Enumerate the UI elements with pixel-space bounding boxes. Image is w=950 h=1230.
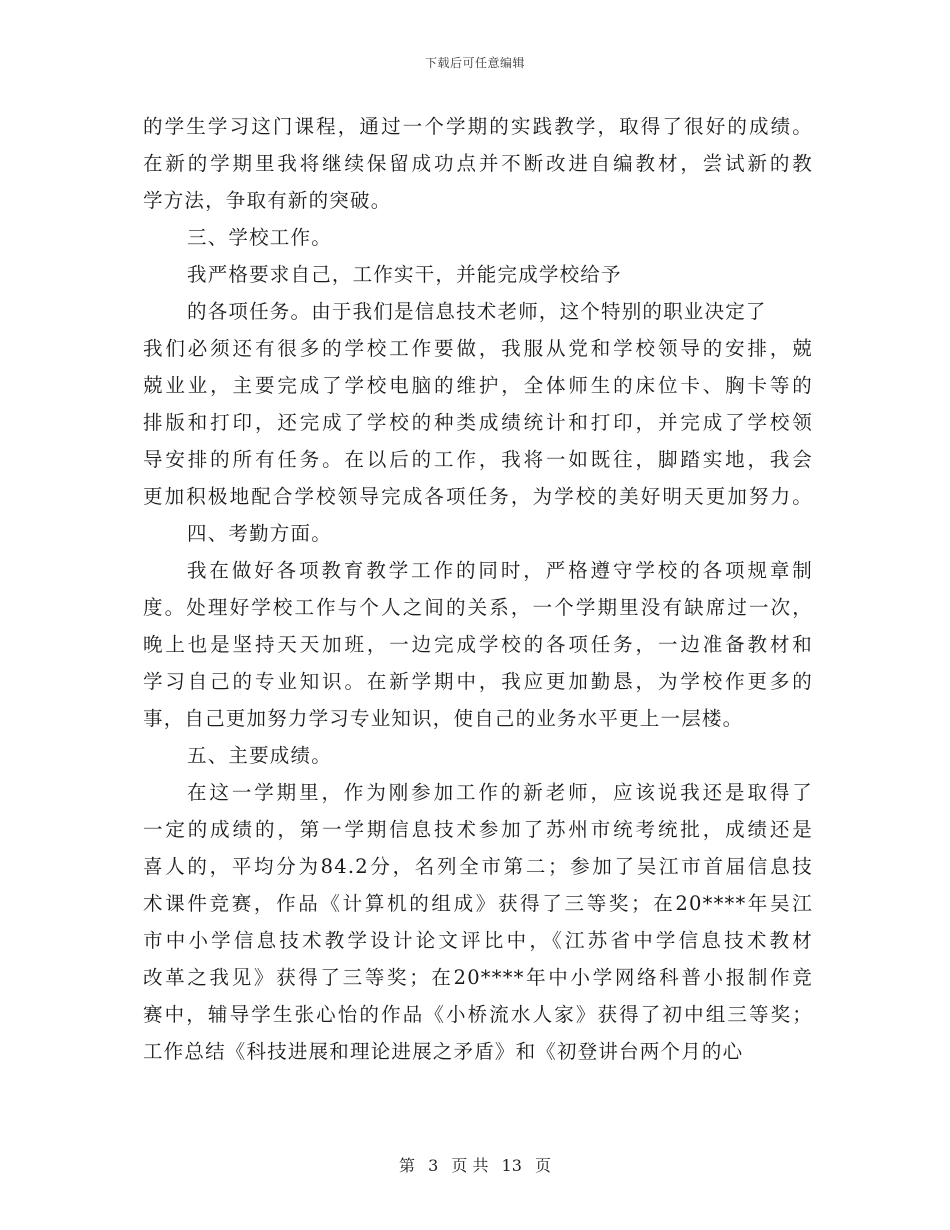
page-header: 下载后可任意编辑 [424, 56, 525, 70]
text-line: 事，自己更加努力学习专业知识，使自己的业务水平更上一层楼。 [143, 707, 744, 730]
text-line: 术课件竞赛，作品《计算机的组成》获得了三等奖；在20****年吴江 [143, 892, 813, 915]
section-heading: 三、学校工作。 [187, 226, 332, 249]
current-page-number: 3 [428, 1156, 439, 1175]
text-line: 导安排的所有任务。在以后的工作，我将一如既往，脚踏实地，我会 [143, 448, 813, 471]
text-line: 一定的成绩的，第一学期信息技术参加了苏州市统考统批，成绩还是 [143, 818, 813, 841]
text-line: 市中小学信息技术教学设计论文评比中，《江苏省中学信息技术教材 [143, 929, 813, 952]
text-line: 喜人的，平均分为84.2分，名列全市第二；参加了吴江市首届信息技 [143, 855, 813, 878]
text-line: 排版和打印，还完成了学校的种类成绩统计和打印，并完成了学校领 [143, 411, 813, 434]
text-line: 更加积极地配合学校领导完成各项任务，为学校的美好明天更加努力。 [143, 485, 813, 508]
footer-middle: 页 共 [451, 1156, 489, 1175]
text-line: 我严格要求自己，工作实干，并能完成学校给予 [187, 263, 622, 286]
section-heading: 五、主要成绩。 [187, 744, 332, 767]
text-line: 在新的学期里我将继续保留成功点并不断改进自编教材，尝试新的教 [143, 152, 813, 175]
section-heading: 四、考勤方面。 [187, 522, 332, 545]
text-line: 度。处理好学校工作与个人之间的关系，一个学期里没有缺席过一次， [143, 596, 813, 619]
text-line: 的各项任务。由于我们是信息技术老师，这个特别的职业决定了 [187, 300, 767, 323]
text-line: 兢业业，主要完成了学校电脑的维护，全体师生的床位卡、胸卡等的 [143, 374, 813, 397]
text-line: 我们必须还有很多的学校工作要做，我服从党和学校领导的安排，兢 [143, 337, 813, 360]
page-number-footer [0, 1153, 950, 1176]
document-body [143, 108, 813, 1070]
footer-suffix: 页 [535, 1156, 552, 1175]
text-line: 的学生学习这门课程，通过一个学期的实践教学，取得了很好的成绩。 [143, 115, 813, 138]
text-line: 学习自己的专业知识。在新学期中，我应更加勤恳，为学校作更多的 [143, 670, 813, 693]
text-line: 我在做好各项教育教学工作的同时，严格遵守学校的各项规章制 [187, 559, 813, 582]
text-line: 学方法，争取有新的突破。 [143, 189, 392, 212]
text-line: 赛中，辅导学生张心怡的作品《小桥流水人家》获得了初中组三等奖； [143, 1003, 813, 1026]
footer-prefix: 第 [398, 1156, 415, 1175]
text-line: 晚上也是坚持天天加班，一边完成学校的各项任务，一边准备教材和 [143, 633, 813, 656]
text-line: 在这一学期里，作为刚参加工作的新老师，应该说我还是取得了 [187, 781, 813, 804]
text-line: 工作总结《科技进展和理论进展之矛盾》和《初登讲台两个月的心 [143, 1040, 744, 1063]
text-line: 改革之我见》获得了三等奖；在20****年中小学网络科普小报制作竞 [143, 966, 813, 989]
total-page-count: 13 [501, 1156, 522, 1175]
